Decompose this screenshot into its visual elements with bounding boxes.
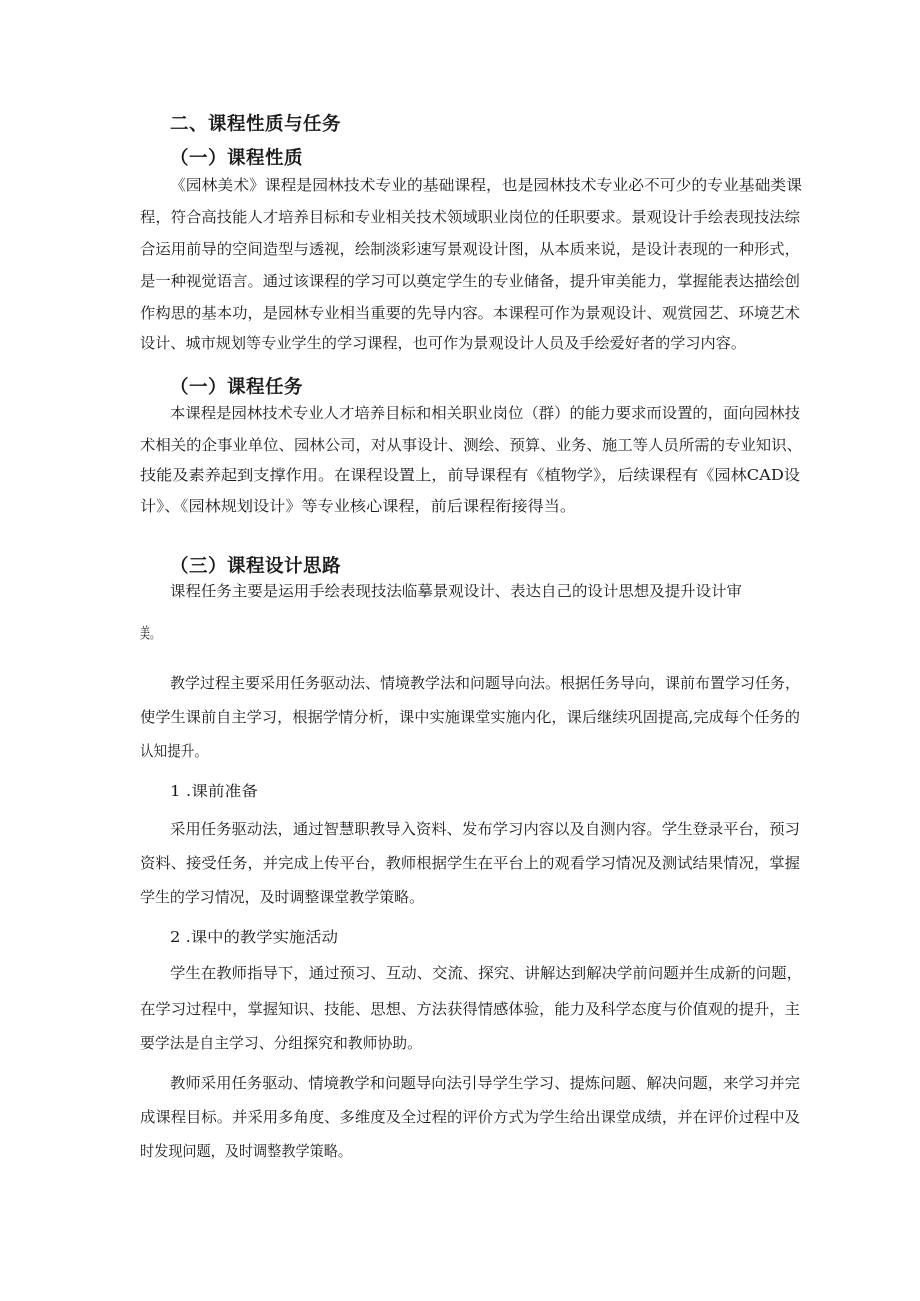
- text-line: 使学生课前自主学习，根据学情分析，课中实施课堂实施内化，课后继续巩固提高,完成每个任务的: [140, 708, 800, 726]
- text-line: 教师采用任务驱动、情境教学和问题导向法引导学生学习、提炼问题、解决问题，来学习并完: [170, 1074, 800, 1092]
- text-line: 《园林美术》课程是园林技术专业的基础课程，也是园林技术专业必不可少的专业基础类课: [170, 176, 802, 194]
- item-1-title: 1 .课前准备: [170, 782, 258, 800]
- text-line: 资料、接受任务，并完成上传平台，教师根据学生在平台上的观看学习情况及测试结果情况，掌握: [140, 854, 800, 872]
- text-line: 技能及素养起到支撑作用。在课程设置上，前导课程有《植物学》，后续课程有《园林CAD设: [140, 466, 800, 484]
- text-line: 合运用前导的空间造型与透视，绘制淡彩速写景观设计图，从本质来说，是设计表现的一种形式，: [140, 240, 800, 258]
- text-line: 时发现问题，及时调整教学策略。: [140, 1142, 352, 1160]
- nature-heading: （一）课程性质: [170, 148, 304, 169]
- item-2-title: 2 .课中的教学实施活动: [170, 928, 338, 946]
- text-line: 作构思的基本功，是园林专业相当重要的先导内容。本课程可作为景观设计、观赏园艺、环境艺术: [140, 304, 800, 322]
- design-heading: （三）课程设计思路: [170, 556, 342, 577]
- text-line: 设计、城市规划等专业学生的学习课程，也可作为景观设计人员及手绘爱好者的学习内容。: [140, 334, 746, 352]
- text-line: 学生的学习情况，及时调整课堂教学策略。: [140, 888, 424, 906]
- text-line: 学生在教师指导下，通过预习、互动、交流、探究、讲解达到解决学前问题并生成新的问题，: [170, 964, 802, 982]
- text-line: 计》、《园林规划设计》等专业核心课程，前后课程衔接得当。: [140, 497, 576, 515]
- text-line: 程，符合高技能人才培养目标和专业相关技术领域职业岗位的任职要求。景观设计手绘表现技法综: [140, 208, 800, 226]
- text-line: 成课程目标。并采用多角度、多维度及全过程的评价方式为学生给出课堂成绩，并在评价过程中及: [140, 1108, 800, 1126]
- text-line: 课程任务主要是运用手绘表现技法临摹景观设计、表达自己的设计思想及提升设计审: [170, 582, 742, 600]
- text-line: 教学过程主要采用任务驱动法、情境教学法和问题导向法。根据任务导向，课前布置学习任务，: [170, 674, 800, 692]
- text-line: 是一种视觉语言。通过该课程的学习可以奠定学生的专业储备，提升审美能力，掌握能表达描绘创: [140, 272, 800, 290]
- text-line: 在学习过程中，掌握知识、技能、思想、方法获得情感体验，能力及科学态度与价值观的提升，主: [140, 1000, 800, 1018]
- text-line: 要学法是自主学习、分组探究和教师协助。: [140, 1034, 422, 1052]
- main-heading: 二、课程性质与任务: [170, 114, 342, 135]
- text-line: 美。: [140, 624, 160, 642]
- text-line: 采用任务驱动法，通过智慧职教导入资料、发布学习内容以及自测内容。学生登录平台，预习: [170, 820, 800, 838]
- task-heading: （一）课程任务: [170, 377, 304, 398]
- text-line: 术相关的企事业单位、园林公司，对从事设计、测绘、预算、业务、施工等人员所需的专业知识、: [140, 436, 803, 454]
- text-line: 本课程是园林技术专业人才培养目标和相关职业岗位（群）的能力要求而设置的，面向园林技: [170, 404, 800, 422]
- text-line: 认知提升。: [140, 742, 208, 760]
